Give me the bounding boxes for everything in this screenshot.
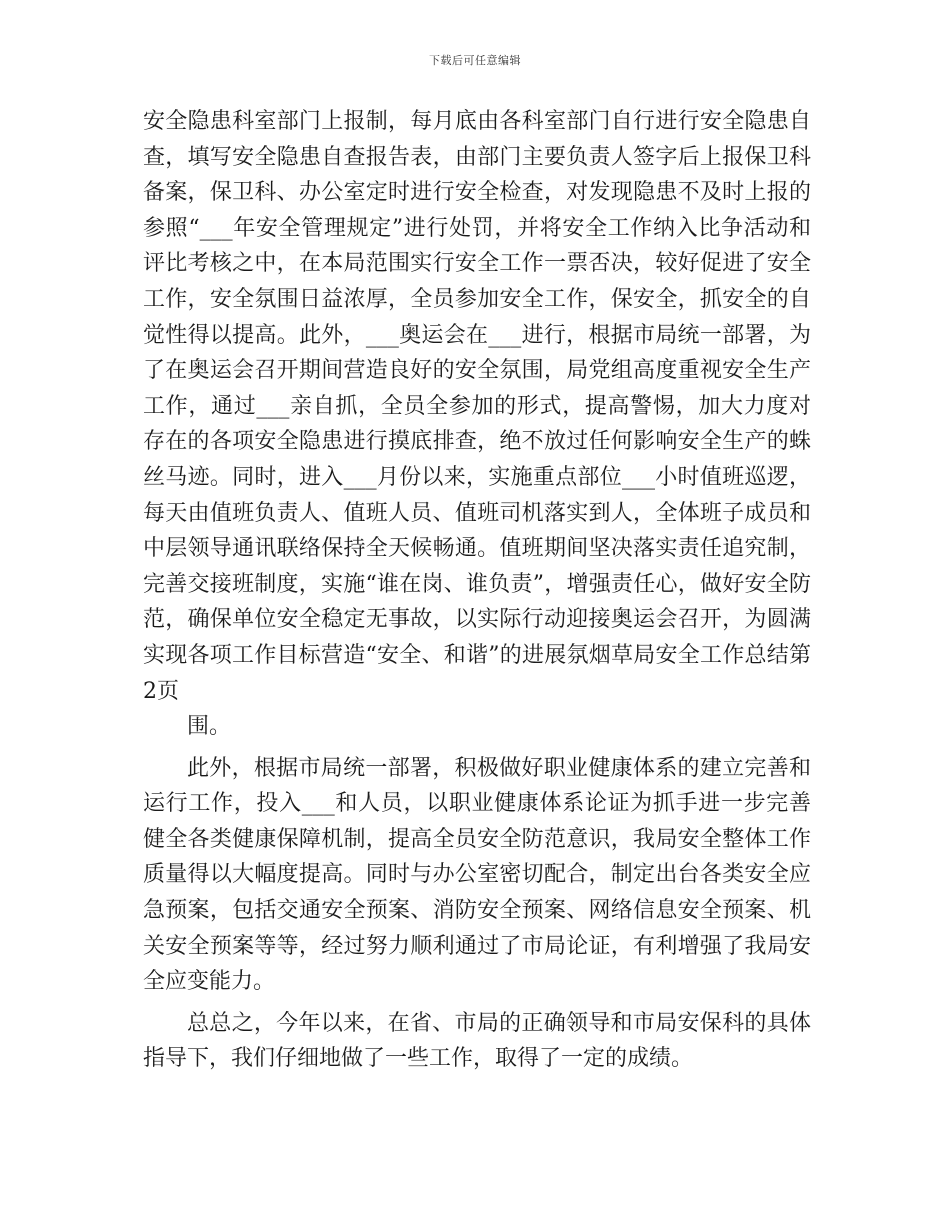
paragraph-3: 此外，根据市局统一部署，积极做好职业健康体系的建立完善和运行工作，投入___和人员，以职业健康体系论证为抓手进一步完善健全各类健康保障机制，提高全员安全防范意识，我局安全整体工作质量得以大幅度提高。同时与办公室密切配合，制定出台各类安全应急预案，包括交通安全预案、消防安全预案、网络信息安全预案、机关安全预案等等，经过努力顺利通过了市局论证，有利增强了我局安全应变能力。 bbox=[143, 755, 811, 995]
paragraph-4: 总总之，今年以来，在省、市局的正确领导和市局安保科的具体指导下，我们仔细地做了一些工作，取得了一定的成绩。 bbox=[143, 1010, 811, 1072]
paragraph-2: 围。 bbox=[187, 714, 232, 740]
paragraph-1: 安全隐患科室部门上报制，每月底由各科室部门自行进行安全隐患自查，填写安全隐患自查报告表，由部门主要负责人签字后上报保卫科备案，保卫科、办公室定时进行安全检查，对发现隐患不及时上报的参照“___年安全管理规定”进行处罚，并将安全工作纳入比争活动和评比考核之中，在本局范围实行安全工作一票否决，较好促进了安全工作，安全氛围日益浓厚，全员参加安全工作，保安全，抓安全的自觉性得以提高。此外，___奥运会在___进行，根据市局统一部署，为了在奥运会召开期间营造良好的安全氛围，局党组高度重视安全生产工作，通过___亲自抓，全员全参加的形式，提高警惕，加大力度对存在的各项安全隐患进行摸底排查，绝不放过任何影响安全生产的蛛丝马迹。同时，进入___月份以来，实施重点部位___小时值班巡逻，每天由值班负责人、值班人员、值班司机落实到人，全体班子成员和中层领导通讯联络保持全天候畅通。值班期间坚决落实责任追究制，完善交接班制度，实施“谁在岗、谁负责”，增强责任心，做好安全防范，确保单位安全稳定无事故，以实际行动迎接奥运会召开，为圆满实现各项工作目标营造“安全、和谐”的进展氛烟草局安全工作总结第2页 bbox=[143, 109, 811, 704]
page-header-note: 下载后可任意编辑 bbox=[429, 54, 521, 67]
document-body bbox=[143, 104, 811, 1077]
